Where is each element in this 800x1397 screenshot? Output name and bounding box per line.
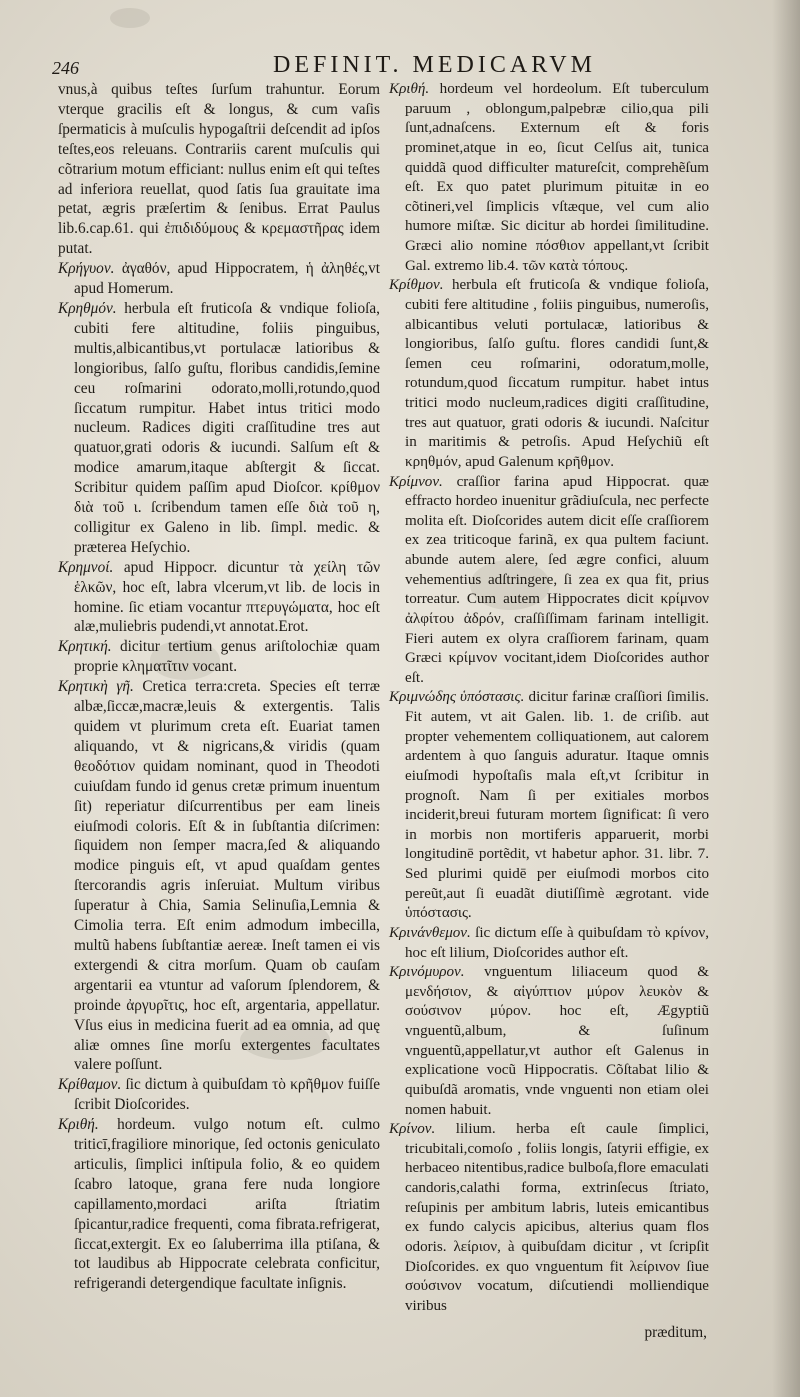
entry-lemma: Κρινόμυρον. [389,964,465,981]
entry-lemma: Κριθή. [58,1116,99,1134]
dictionary-entry [389,80,709,276]
dictionary-entry [389,1120,709,1316]
running-head: DEFINIT. MEDICARVM [273,52,596,78]
dictionary-entry [389,963,709,1120]
dictionary-entry [389,688,709,924]
entry-text: herbula eſt fruticoſa & vndique folioſa, cubiti fere altitudine, foliis pinguibus, multis,albicantibus,vt portulacæ latioribus & longioribus, ſalſo guſtu, floribus candidis,ſemine ceu roſmarini odorato,molli,rotundo,quod ſiccatum rumpitur. Habet intus tritici modo nucleum. Radices digiti craſſitudine tres aut quatuor,grati odoris & iucundi. Salſum eſt & modice amarum,itaque abſtergit & ſiccat. Scribitur quidem paſſim apud Dioſcor. κρίθμον διὰ τοῦ ι. ſcribendum tamen eſſe διὰ τοῦ η, colligitur ex Galeno in lib. ſimpl. medic. & præterea Heſychio. [74,299,381,556]
entry-text: Cretica terra:creta. Species eſt terræ albæ,ſiccæ,macræ,leuis & extergentis. Talis quidem vt plurimum creta eſt. Euariat tamen aliquando, vt & nigricans,& viridis (quam θεοδότιον quidam nominant, quod in Theodoti cuiuſdam fundo id genus cretæ primum inuentum ſit) reperiatur diſcurrentibus per eam lineis eiuſmodi coloris. Eſt & in ſubſtantia diſcrimen: ſiquidem non ſemper macra,ſed & aliquando modice pinguis eſt, vt apud quaſdam gentes ſtercorandis agris inſeruiat. Multum viribus ſuperatur à Chia, Samia Selinuſia,Lemnia & Cimolia terra. Eſt enim admodum imbecilla, multũ habens ſubſtantiæ aereæ. Ineſt tamen ei vis extergendi & citra morſum. Quam ob cauſam argentarii ea vtuntur ad vaſorum ſplendorem, & proinde ἀργυρῖτις, hoc eſt, argentaria, appellatur. Vſus eius in medicina fuerit ad ea omnia, ad quę aliæ omnes ſine morſu extergentes facultates valere poſſunt. [74,678,380,1074]
entry-lemma: Κριθή. [389,81,430,97]
page-number: 246 [52,58,79,78]
right-column [389,80,709,1316]
entry-lemma: Κρίμνον. [389,473,443,490]
entry-lemma: Κριμνώδης ὑπόστασις. [389,689,525,706]
dictionary-entry [58,637,380,677]
entry-text: ἀγαθόν, apud Hippocratem, ἡ ἀληθές,vt apud Homerum. [74,260,380,298]
catchword: præditum, [644,1324,707,1341]
dictionary-entry [58,677,380,1075]
dictionary-entry [389,276,709,472]
entry-lemma: Κρηθμόν. [58,299,117,317]
page-header [52,52,767,82]
entry-text: apud Hippocr. dicuntur τὰ χείλη τῶν ἑλκῶν, hoc eſt, labra vlcerum,vt lib. de locis in homine. ſic etiam vocantur πτερυγώματα, hoc eſt alæ,muliebris pudendi,vt annotat.Erot. [74,558,381,636]
entry-text: lilium. herba eſt caule ſimplici, tricubitali,comoſo , foliis longis, ſatyrii effigie, ex herbaceo nitentibus,radice bulboſa,flore emaculati candoris,calathi forma, extrinſecus ſtriato, reſupinis per ambitum labris, luteis emicantibus ex fundo calycis apicibus, alterius quam flos odoris. λείριον, à quibuſdam dicitur , vt ſcripſit Dioſcorides. ex quo vnguentum fit λείρινον ſiue σούσινον vocatum, diſcutiendi molliendique viribus [405,1121,709,1314]
entry-lemma: Κρίθμον. [389,277,444,294]
dictionary-entry [58,1115,380,1294]
dictionary-entry [58,299,380,558]
entry-lemma: Κρήγυον. [58,260,115,278]
dictionary-entry [389,924,709,963]
entry-text: ſic dictum eſſe à quibuſdam τὸ κρίνον, hoc eſt lilium, Dioſcorides author eſt. [405,924,709,961]
entry-text: herbula eſt fruticoſa & vndique folioſa, cubiti fere altitudine , foliis pinguibus, numeroſis, albicantibus veluti portulacæ, latioribus & longioribus, ſalſo guſtu. flores candidi ſunt,& ſemen ceu roſmarini, odoratum,molle, rotundum,quod ſiccatum rumpitur. habet intus tritici modo nucleum,radices digiti craſſitudine, tres aut quatuor, grati odoris & iucundi. Naſcitur in maritimis & petroſis. Apud Heſychiũ eſt κρηθμόν, apud Galenum κρῆθμον. [405,277,709,470]
entry-lemma: Κρίνον. [389,1121,436,1138]
page-edge-shadow [772,0,800,1397]
entry-text: hordeum. vulgo notum eſt. culmo triticī,fragiliore minorique, ſed octonis geniculato articulis, ſimplici inſtipula folio, & eo quidem ſcabro latoque, grana fere nuda longiore capillamento,mordaci ariſta ſtriatim ſpicantur,radice frequenti, coma fibrata.refrigerat, ſiccat,extergit. Ex eo ſaluberrima illa ptiſana, & tot laudibus ab Hippocrate celebrata conficitur, refrigerandi detergendique facultate inſignis. [74,1116,380,1293]
dictionary-entry [389,473,709,689]
entry-lemma: Κρημνοί. [58,558,114,576]
entry-text: hordeum vel hordeolum. Eſt tuberculum paruum , oblongum,palpebræ cilio,qua pili ſunt,adnaſcens. Externum eſt & foris prominet,atque in eo, ſicut Celſus ait, tunica quiddã quod difficulter matureſcit, comprehẽſum eſt. Ex quo patet plurimum pituitæ in eo cõtineri,vel ſimplicis vſtæque, vel cum alio humore miſtæ. Sic dicitur ab hordei ſimilitudine. Græci alio nomine πόσθιον appellant,vt ſcribit Gal. extremo lib.4. τῶν κατὰ τόπους. [405,81,710,274]
entry-text: dicitur tertium genus ariſtolochiæ quam proprie κληματῖτιν vocant. [74,638,381,676]
entry-text: ſic dictum à quibuſdam τὸ κρῆθμον fuiſſe ſcribit Dioſcorides. [74,1076,381,1114]
entry-lemma: Κρητικὴ γῆ. [58,678,134,696]
entry-lemma: Κρητική. [58,638,112,656]
entry-text: vnguentum liliaceum quod & μενδήσιον, & αἰγύπτιον μύρον λευκὸν & σούσινον μύρον. hoc eſt, Ægyptiũ vnguentũ,album, & ſuſinum vnguentũ,appellatur,vt author eſt Galenus in explicatione vocũ Hippocratis. Cõſtabat lilio & quibuſdã aromatis, vnde vnguenti non etiam olei nomen habuit. [405,964,709,1118]
left-column [58,80,380,1294]
entry-text: dicitur farinæ craſſiori ſimilis. Fit autem, vt ait Galen. lib. 1. de criſib. aut propter vehementem colliquationem, aut calorem ardentem à quo ſanguis aduratur. Itaque omnis eiuſmodi hypoſtaſis mala eſt,vt ſcribitur in prognoſt. Nam ſi per exitiales morbos inciderit,breui futuram mortem ſignificat: ſi vero in morbis non mortiferis apparuerit, morbi longitudinē portẽdit, vt habetur aphor. 31. libr. 7. Sed plurimi quidē per eiuſmodi morbos cito pereũt,aut ſi euadãt diutiſſimè ægrotant. vide ὑπόστασις. [405,689,709,922]
entry-text: craſſior farina apud Hippocrat. quæ effracto hordeo inuenitur grãdiuſcula, nec perfecte molita eſt. Dioſcorides autem dicit eſſe craſſiorem ex zea triticoque farinã, ex qua pultem faciunt. abunde autem alere, ſed ægre confici, aluum vehementius adſtringere, ſi zea ex qua fit, prius torreatur. Cum autem Hippocrates dicit κρίμνον ἀλφίτου ἀδρόν, craſſiſſimam farinam intelligit. Fieri autem ex olyra craſſiorem farinam, quam Græci κρίμνον vocitant,idem Dioſcorides author eſt. [405,473,709,686]
entry-lemma: Κρινάνθεμον. [389,924,471,941]
dictionary-entry [58,1075,380,1115]
dictionary-entry [58,558,380,638]
dictionary-entry [58,259,380,299]
entry-lemma: Κρίθαμον. [58,1076,122,1094]
entry-text: vnus,à quibus teſtes ſurſum trahuntur. Eorum vterque gracilis eſt & longus, & cum vaſis ſpermaticis à muſculis hypogaſtrii deſcendit ad ipſos teſtes,eos releuans. Contrariis carent muſculis qui cõtrarium motum efficiant: nullus enim eſt qui teſtes ad inferiora reuellat, quod ſatis ſua grauitate ima petat, ægris præſertim & ſenibus. Errat Paulus lib.6.cap.61. qui ἐπιδιδύμους & κρεμαστῆρας idem putat. [58,81,380,258]
dictionary-entry [58,80,380,259]
